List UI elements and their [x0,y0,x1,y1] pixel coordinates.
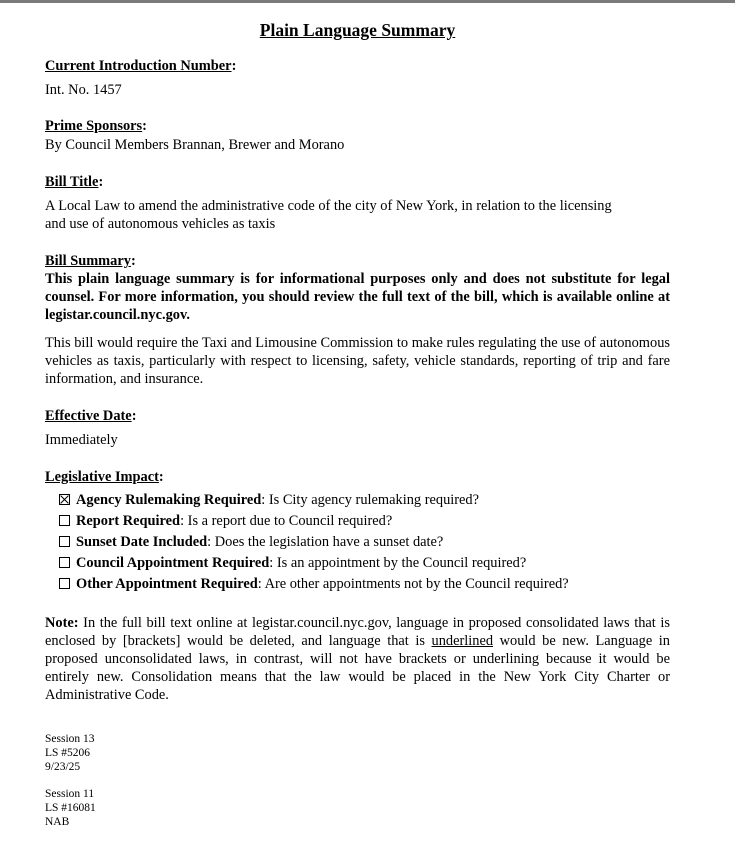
bill-title-line-2: and use of autonomous vehicles as taxis [45,216,276,232]
impact-council-appointment [59,554,526,572]
note-text-part-2: would be new. Language in proposed unconsolidated laws, in contrast, will not have brackets or underlining because it would be entirely new. Consolidation means that the law would be placed in the New York City Charter or Administrative Code. [45,633,670,703]
note-paragraph [45,614,670,704]
impact-report-required [59,512,392,530]
window-top-border [0,0,735,3]
footer-ls-16081: LS #16081 [45,802,96,814]
impact-label: Sunset Date Included [76,534,208,550]
impact-question: : Is a report due to Council required? [180,513,393,529]
intro-number-value: Int. No. 1457 [45,82,122,98]
bill-summary-heading: Bill Summary: [45,253,136,269]
footer-session-13: Session 13 [45,733,95,745]
legislative-impact-heading: Legislative Impact: [45,469,164,485]
note-label: Note: [45,615,79,631]
effective-date-value: Immediately [45,432,118,448]
impact-label: Agency Rulemaking Required [76,492,262,508]
note-underlined-word: underlined [431,633,494,649]
impact-other-appointment [59,575,569,593]
intro-number-heading: Current Introduction Number: [45,58,237,74]
impact-question: : Does the legislation have a sunset date? [207,534,444,550]
impact-agency-rulemaking [59,491,479,509]
note-text-part-1: In the full bill text online at legistar.council.nyc.gov, language in proposed consolidated laws that is enclosed by [brackets] would be deleted, and language that is [45,615,670,649]
footer-initials: NAB [45,816,70,828]
sponsors-value: By Council Members Brannan, Brewer and Morano [45,137,345,153]
impact-question: : Is City agency rulemaking required? [261,492,480,508]
footer-date: 9/23/25 [45,761,81,773]
impact-question: : Are other appointments not by the Council required? [257,576,569,592]
effective-date-heading: Effective Date: [45,408,137,424]
impact-label: Other Appointment Required [76,576,258,592]
impact-label: Report Required [76,513,181,529]
bill-summary-body: This bill would require the Taxi and Limousine Commission to make rules regulating the use of autonomous vehicles as taxis, particularly with respect to licensing, safety, vehicle standards, reporting of trip and fare information, and insurance. [45,335,670,387]
intro-number-heading-text: Current Introduction Number [45,58,232,74]
bill-title-line-1: A Local Law to amend the administrative code of the city of New York, in relation to the licensing [45,198,612,214]
effective-date-heading-text: Effective Date [45,408,132,424]
impact-label: Council Appointment Required [76,555,270,571]
sponsors-heading-text: Prime Sponsors [45,118,143,134]
unchecked-box-icon [59,557,70,568]
bill-title-heading: Bill Title: [45,174,104,190]
unchecked-box-icon [59,536,70,547]
bill-summary-disclaimer: This plain language summary is for informational purposes only and does not substitute for legal counsel. For more information, you should review the full text of the bill, which is available online at legistar.council.nyc.gov. [45,271,670,323]
impact-sunset-date [59,533,443,551]
unchecked-box-icon [59,515,70,526]
impact-question: : Is an appointment by the Council required? [269,555,527,571]
page-title: Plain Language Summary [259,20,456,40]
checked-box-icon [59,494,70,505]
footer-session-11: Session 11 [45,788,95,800]
unchecked-box-icon [59,578,70,589]
legislative-impact-heading-text: Legislative Impact [45,469,159,485]
sponsors-heading: Prime Sponsors: [45,118,147,134]
bill-summary-heading-text: Bill Summary [45,253,131,269]
bill-title-heading-text: Bill Title [45,174,99,190]
footer-ls-5206: LS #5206 [45,747,91,759]
